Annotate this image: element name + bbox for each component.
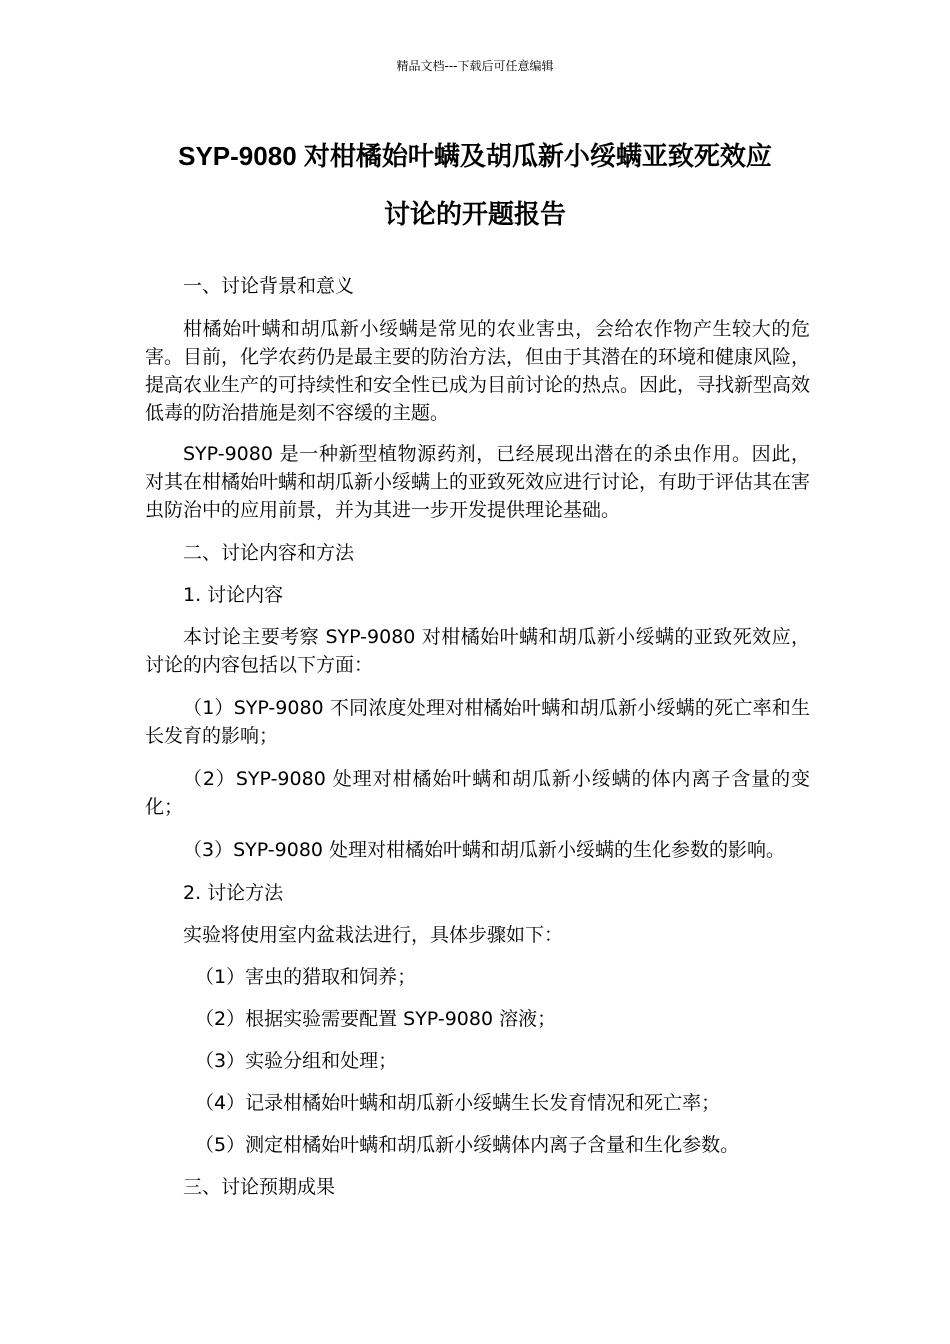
method-step: （4）记录柑橘始叶螨和胡瓜新小绥螨生长发育情况和死亡率； bbox=[195, 1092, 721, 1114]
method-step: （2）根据实验需要配置 SYP-9080 溶液； bbox=[195, 1008, 557, 1030]
method-step: （1）害虫的猎取和饲养； bbox=[195, 966, 417, 988]
document-body bbox=[145, 272, 810, 1201]
paragraph-background-1: 柑橘始叶螨和胡瓜新小绥螨是常见的农业害虫，会给农作物产生较大的危害。目前，化学农药仍是最主要的防治方法，但由于其潜在的环境和健康风险，提高农业生产的可持续性和安全性已成为目前讨论的热点。因此，寻找新型高效低毒的防治措施是刻不容缓的主题。 bbox=[145, 318, 811, 424]
content-item: （2）SYP-9080 处理对柑橘始叶螨和胡瓜新小绥螨的体内离子含量的变化； bbox=[145, 768, 810, 818]
document-title-line-2: 讨论的开题报告 bbox=[383, 199, 566, 229]
paragraph-content-intro: 本讨论主要考察 SYP-9080 对柑橘始叶螨和胡瓜新小绥螨的亚致死效应，讨论的内容包括以下方面： bbox=[145, 626, 810, 676]
content-item: （3）SYP-9080 处理对柑橘始叶螨和胡瓜新小绥螨的生化参数的影响。 bbox=[183, 839, 786, 861]
method-step: （5）测定柑橘始叶螨和胡瓜新小绥螨体内离子含量和生化参数。 bbox=[195, 1134, 740, 1156]
method-step: （3）实验分组和处理； bbox=[195, 1050, 398, 1072]
paragraph-method-intro: 实验将使用室内盆栽法进行，具体步骤如下： bbox=[183, 924, 564, 946]
section-heading-background: 一、讨论背景和意义 bbox=[183, 275, 355, 297]
subheading-method: 2. 讨论方法 bbox=[183, 882, 284, 904]
document-title-line-1: SYP-9080 对柑橘始叶螨及胡瓜新小绥螨亚致死效应 bbox=[178, 141, 772, 171]
section-heading-results: 三、讨论预期成果 bbox=[183, 1176, 336, 1198]
paragraph-background-2: SYP-9080 是一种新型植物源药剂，已经展现出潜在的杀虫作用。因此，对其在柑橘始叶螨和胡瓜新小绥螨上的亚致死效应进行讨论，有助于评估其在害虫防治中的应用前景，并为其进一步开发提供理论基础。 bbox=[145, 443, 811, 521]
content-item: （1）SYP-9080 不同浓度处理对柑橘始叶螨和胡瓜新小绥螨的死亡率和生长发育的影响； bbox=[145, 697, 810, 747]
subheading-content: 1. 讨论内容 bbox=[183, 584, 284, 606]
section-heading-content-method: 二、讨论内容和方法 bbox=[183, 542, 355, 564]
header-note: 精品文档---下载后可任意编辑 bbox=[396, 59, 554, 73]
